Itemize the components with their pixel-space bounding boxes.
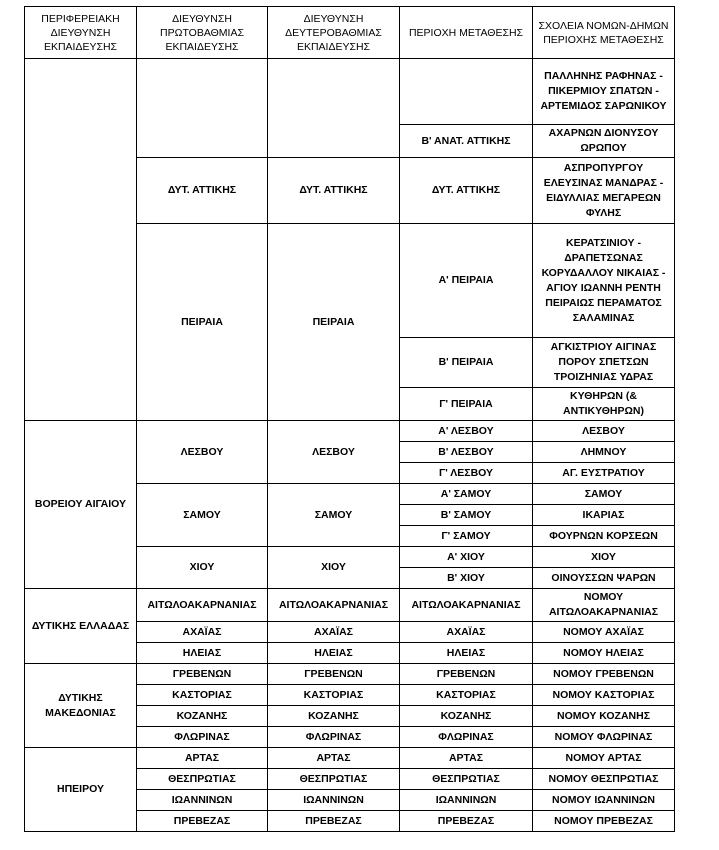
- schools-cell: ΝΟΜΟΥ ΠΡΕΒΕΖΑΣ: [533, 811, 675, 832]
- header-secondary-directorate: ΔΙΕΥΘΥΝΣΗ ΔΕΥΤΕΡΟΒΑΘΜΙΑΣ ΕΚΠΑΙΔΕΥΣΗΣ: [268, 7, 400, 59]
- primary-cell: ΣΑΜΟΥ: [137, 484, 268, 547]
- schools-cell: ΝΟΜΟΥ ΚΟΖΑΝΗΣ: [533, 706, 675, 727]
- primary-cell: ΠΕΙΡΑΙΑ: [137, 224, 268, 421]
- schools-cell: ΙΚΑΡΙΑΣ: [533, 505, 675, 526]
- primary-cell: ΘΕΣΠΡΩΤΙΑΣ: [137, 769, 268, 790]
- schools-cell: ΛΗΜΝΟΥ: [533, 442, 675, 463]
- schools-cell: ΑΧΑΡΝΩΝ ΔΙΟΝΥΣΟΥ ΩΡΩΠΟΥ: [533, 125, 675, 158]
- schools-cell: ΣΑΜΟΥ: [533, 484, 675, 505]
- schools-cell: ΚΥΘΗΡΩΝ (& ΑΝΤΙΚΥΘΗΡΩΝ): [533, 388, 675, 421]
- secondary-cell: ΛΕΣΒΟΥ: [268, 421, 400, 484]
- area-cell: Α' ΠΕΙΡΑΙΑ: [400, 224, 533, 338]
- table-row: [25, 748, 675, 769]
- area-cell: ΑΙΤΩΛΟΑΚΑΡΝΑΝΙΑΣ: [400, 589, 533, 622]
- schools-cell: ΑΓΚΙΣΤΡΙΟΥ ΑΙΓΙΝΑΣ ΠΟΡΟΥ ΣΠΕΤΣΩΝ ΤΡΟΙΖΗΝΙΑΣ ΥΔΡΑΣ: [533, 338, 675, 388]
- schools-cell: ΝΟΜΟΥ ΑΙΤΩΛΟΑΚΑΡΝΑΝΙΑΣ: [533, 589, 675, 622]
- header-primary-directorate: ΔΙΕΥΘΥΝΣΗ ΠΡΩΤΟΒΑΘΜΙΑΣ ΕΚΠΑΙΔΕΥΣΗΣ: [137, 7, 268, 59]
- primary-cell: ΧΙΟΥ: [137, 547, 268, 589]
- area-cell: Γ' ΛΕΣΒΟΥ: [400, 463, 533, 484]
- schools-cell: ΝΟΜΟΥ ΑΡΤΑΣ: [533, 748, 675, 769]
- secondary-cell: ΠΕΙΡΑΙΑ: [268, 224, 400, 421]
- area-cell: ΠΡΕΒΕΖΑΣ: [400, 811, 533, 832]
- secondary-cell: ΚΑΣΤΟΡΙΑΣ: [268, 685, 400, 706]
- table-row: [25, 59, 675, 125]
- schools-cell: ΠΑΛΛΗΝΗΣ ΡΑΦΗΝΑΣ - ΠΙΚΕΡΜΙΟΥ ΣΠΑΤΩΝ - ΑΡΤΕΜΙΔΟΣ ΣΑΡΩΝΙΚΟΥ: [533, 59, 675, 125]
- region-cell: ΗΠΕΙΡΟΥ: [25, 748, 137, 832]
- region-cell: ΔΥΤΙΚΗΣ ΕΛΛΑΔΑΣ: [25, 589, 137, 664]
- schools-cell: ΝΟΜΟΥ ΚΑΣΤΟΡΙΑΣ: [533, 685, 675, 706]
- primary-cell: ΚΑΣΤΟΡΙΑΣ: [137, 685, 268, 706]
- primary-cell: ΑΡΤΑΣ: [137, 748, 268, 769]
- secondary-cell: ΗΛΕΙΑΣ: [268, 643, 400, 664]
- schools-cell: ΝΟΜΟΥ ΦΛΩΡΙΝΑΣ: [533, 727, 675, 748]
- secondary-cell: ΓΡΕΒΕΝΩΝ: [268, 664, 400, 685]
- schools-cell: ΝΟΜΟΥ ΓΡΕΒΕΝΩΝ: [533, 664, 675, 685]
- schools-cell: ΝΟΜΟΥ ΙΩΑΝΝΙΝΩΝ: [533, 790, 675, 811]
- table-row: [25, 664, 675, 685]
- area-cell: Γ' ΠΕΙΡΑΙΑ: [400, 388, 533, 421]
- area-cell: ΚΑΣΤΟΡΙΑΣ: [400, 685, 533, 706]
- table-row: [25, 589, 675, 622]
- area-cell: ΦΛΩΡΙΝΑΣ: [400, 727, 533, 748]
- secondary-cell: ΣΑΜΟΥ: [268, 484, 400, 547]
- area-cell: Α' ΛΕΣΒΟΥ: [400, 421, 533, 442]
- area-cell: Γ' ΣΑΜΟΥ: [400, 526, 533, 547]
- primary-cell-east-attica: [137, 59, 268, 158]
- secondary-cell: ΠΡΕΒΕΖΑΣ: [268, 811, 400, 832]
- schools-cell: ΚΕΡΑΤΣΙΝΙΟΥ - ΔΡΑΠΕΤΣΩΝΑΣ ΚΟΡΥΔΑΛΛΟΥ ΝΙΚΑΙΑΣ - ΑΓΙΟΥ ΙΩΑΝΝΗ ΡΕΝΤΗ ΠΕΙΡΑΙΩΣ ΠΕΡΑΜΑΤΟΣ ΣΑΛΑΜΙΝΑΣ: [533, 224, 675, 338]
- area-cell: Β' ΛΕΣΒΟΥ: [400, 442, 533, 463]
- area-cell: ΑΧΑΪΑΣ: [400, 622, 533, 643]
- area-cell: Α' ΧΙΟΥ: [400, 547, 533, 568]
- transfer-areas-table: [24, 6, 675, 832]
- primary-cell: ΑΧΑΪΑΣ: [137, 622, 268, 643]
- area-cell: Β' ΠΕΙΡΑΙΑ: [400, 338, 533, 388]
- header-transfer-area: ΠΕΡΙΟΧΗ ΜΕΤΑΘΕΣΗΣ: [400, 7, 533, 59]
- header-schools: ΣΧΟΛΕΙΑ ΝΟΜΩΝ-ΔΗΜΩΝ ΠΕΡΙΟΧΗΣ ΜΕΤΑΘΕΣΗΣ: [533, 7, 675, 59]
- area-cell: Β' ΣΑΜΟΥ: [400, 505, 533, 526]
- region-cell: ΔΥΤΙΚΗΣ ΜΑΚΕΔΟΝΙΑΣ: [25, 664, 137, 748]
- header-row: [25, 7, 675, 59]
- region-cell: ΒΟΡΕΙΟΥ ΑΙΓΑΙΟΥ: [25, 421, 137, 589]
- schools-cell: ΝΟΜΟΥ ΘΕΣΠΡΩΤΙΑΣ: [533, 769, 675, 790]
- area-cell: Β' ΑΝΑΤ. ΑΤΤΙΚΗΣ: [400, 125, 533, 158]
- schools-cell: ΝΟΜΟΥ ΗΛΕΙΑΣ: [533, 643, 675, 664]
- primary-cell: ΠΡΕΒΕΖΑΣ: [137, 811, 268, 832]
- area-cell: ΚΟΖΑΝΗΣ: [400, 706, 533, 727]
- secondary-cell: ΦΛΩΡΙΝΑΣ: [268, 727, 400, 748]
- area-cell: ΗΛΕΙΑΣ: [400, 643, 533, 664]
- secondary-cell: ΚΟΖΑΝΗΣ: [268, 706, 400, 727]
- primary-cell: ΑΙΤΩΛΟΑΚΑΡΝΑΝΙΑΣ: [137, 589, 268, 622]
- primary-cell: ΔΥΤ. ΑΤΤΙΚΗΣ: [137, 158, 268, 224]
- area-cell: ΑΡΤΑΣ: [400, 748, 533, 769]
- secondary-cell-east-attica: [268, 59, 400, 158]
- primary-cell: ΦΛΩΡΙΝΑΣ: [137, 727, 268, 748]
- schools-cell: ΑΓ. ΕΥΣΤΡΑΤΙΟΥ: [533, 463, 675, 484]
- secondary-cell: ΔΥΤ. ΑΤΤΙΚΗΣ: [268, 158, 400, 224]
- header-regional-directorate: ΠΕΡΙΦΕΡΕΙΑΚΗ ΔΙΕΥΘΥΝΣΗ ΕΚΠΑΙΔΕΥΣΗΣ: [25, 7, 137, 59]
- secondary-cell: ΧΙΟΥ: [268, 547, 400, 589]
- primary-cell: ΙΩΑΝΝΙΝΩΝ: [137, 790, 268, 811]
- schools-cell: ΛΕΣΒΟΥ: [533, 421, 675, 442]
- area-cell: ΙΩΑΝΝΙΝΩΝ: [400, 790, 533, 811]
- area-cell: ΔΥΤ. ΑΤΤΙΚΗΣ: [400, 158, 533, 224]
- secondary-cell: ΑΧΑΪΑΣ: [268, 622, 400, 643]
- area-cell: [400, 59, 533, 125]
- primary-cell: ΚΟΖΑΝΗΣ: [137, 706, 268, 727]
- area-cell: Β' ΧΙΟΥ: [400, 568, 533, 589]
- schools-cell: ΟΙΝΟΥΣΣΩΝ ΨΑΡΩΝ: [533, 568, 675, 589]
- primary-cell: ΓΡΕΒΕΝΩΝ: [137, 664, 268, 685]
- area-cell: ΓΡΕΒΕΝΩΝ: [400, 664, 533, 685]
- secondary-cell: ΑΡΤΑΣ: [268, 748, 400, 769]
- area-cell: ΘΕΣΠΡΩΤΙΑΣ: [400, 769, 533, 790]
- secondary-cell: ΘΕΣΠΡΩΤΙΑΣ: [268, 769, 400, 790]
- region-cell-attica: [25, 59, 137, 421]
- primary-cell: ΗΛΕΙΑΣ: [137, 643, 268, 664]
- area-cell: Α' ΣΑΜΟΥ: [400, 484, 533, 505]
- schools-cell: ΧΙΟΥ: [533, 547, 675, 568]
- schools-cell: ΑΣΠΡΟΠΥΡΓΟΥ ΕΛΕΥΣΙΝΑΣ ΜΑΝΔΡΑΣ - ΕΙΔΥΛΛΙΑΣ ΜΕΓΑΡΕΩΝ ΦΥΛΗΣ: [533, 158, 675, 224]
- schools-cell: ΦΟΥΡΝΩΝ ΚΟΡΣΕΩΝ: [533, 526, 675, 547]
- secondary-cell: ΙΩΑΝΝΙΝΩΝ: [268, 790, 400, 811]
- schools-cell: ΝΟΜΟΥ ΑΧΑΪΑΣ: [533, 622, 675, 643]
- primary-cell: ΛΕΣΒΟΥ: [137, 421, 268, 484]
- table-row: [25, 421, 675, 442]
- secondary-cell: ΑΙΤΩΛΟΑΚΑΡΝΑΝΙΑΣ: [268, 589, 400, 622]
